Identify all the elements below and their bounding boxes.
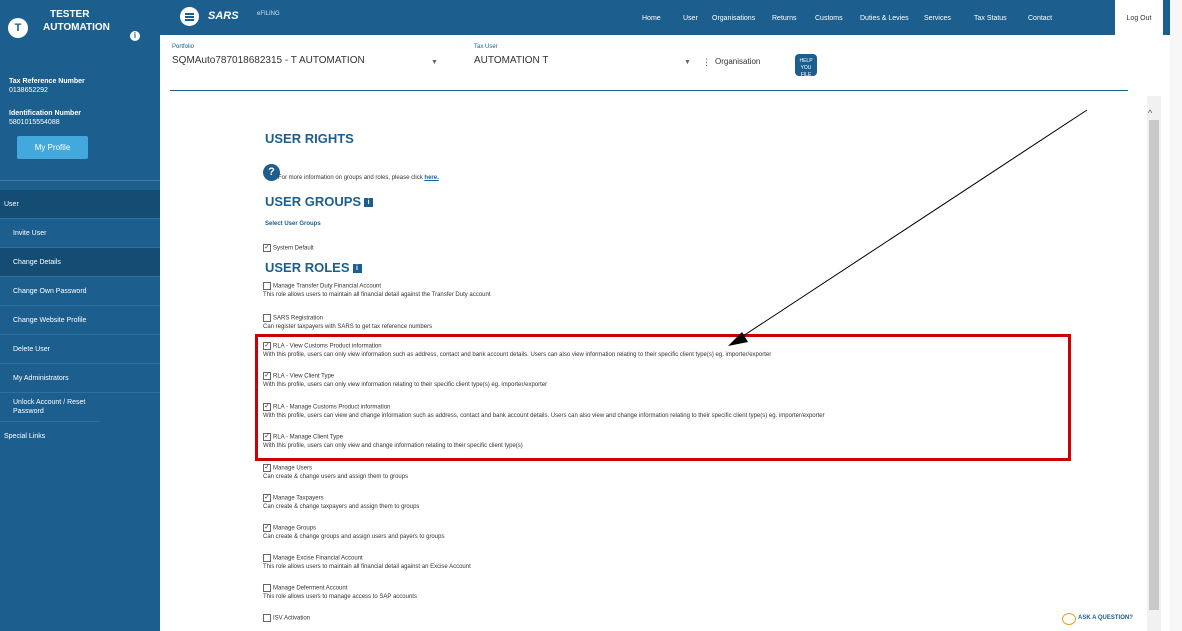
- topnav-returns[interactable]: Returns: [772, 15, 797, 22]
- sidebar-item-delete-user[interactable]: Delete User: [0, 335, 160, 364]
- role-description: Can create & change groups and assign users and payers to groups: [263, 533, 445, 540]
- topnav-organisations[interactable]: Organisations: [712, 15, 756, 22]
- role-checkbox[interactable]: ✓: [264, 494, 270, 501]
- sidebar-item-change-website-profile[interactable]: Change Website Profile: [0, 306, 160, 335]
- role-name: Manage Taxpayers: [273, 495, 324, 502]
- scrollbar-thumb[interactable]: [1149, 120, 1159, 610]
- role-description: With this profile, users can only view information such as address, contact and bank account details. Users can also view information relating to their specific client type(s) eg. importer/exporter: [263, 351, 772, 358]
- id-label: Identification Number: [9, 110, 81, 117]
- info-icon[interactable]: i: [353, 264, 362, 273]
- sidebar-item-invite-user[interactable]: Invite User: [0, 219, 160, 248]
- role-checkbox[interactable]: ✓: [264, 342, 270, 349]
- portfolio-label: Portfolio: [172, 44, 195, 50]
- sidebar-item-change-own-password[interactable]: Change Own Password: [0, 277, 160, 306]
- role-checkbox[interactable]: ✓: [264, 403, 270, 410]
- role-checkbox[interactable]: ✓: [264, 464, 270, 471]
- organisation-link[interactable]: Organisation: [715, 57, 761, 66]
- chat-icon[interactable]: [1062, 613, 1076, 625]
- sidebar-item-unlock-account[interactable]: Unlock Account / Reset Password: [0, 393, 100, 422]
- role-name: RLA - Manage Customs Product information: [273, 404, 391, 411]
- chevron-down-icon[interactable]: ▼: [431, 59, 438, 66]
- role-checkbox[interactable]: ✓: [264, 433, 270, 440]
- sars-logo: SARS: [208, 10, 239, 22]
- role-description: With this profile, users can only view and change information relating to their specific client type(s): [263, 442, 523, 449]
- role-name: RLA - View Client Type: [273, 373, 335, 380]
- role-name: SARS Registration: [273, 315, 324, 322]
- user-roles-title-text: USER ROLES: [265, 260, 350, 275]
- tax-ref-value: 0138652292: [9, 87, 48, 94]
- info-link[interactable]: here.: [424, 175, 439, 181]
- scroll-up-icon[interactable]: ^: [1148, 108, 1153, 118]
- role-name: RLA - View Customs Product information: [273, 343, 382, 350]
- portfolio-select[interactable]: SQMAuto787018682315 - T AUTOMATION: [172, 55, 365, 66]
- question-icon: ?: [263, 164, 280, 181]
- kebab-icon[interactable]: ⋮: [702, 57, 711, 67]
- role-name: Manage Groups: [273, 525, 317, 532]
- user-name-line2: AUTOMATION: [43, 22, 110, 33]
- id-value: 5801015554088: [9, 119, 60, 126]
- role-description: Can register taxpayers with SARS to get tax reference numbers: [263, 323, 433, 330]
- sidebar-item-user[interactable]: User: [0, 190, 160, 219]
- user-name-line1: TESTER: [50, 9, 90, 20]
- role-description: Can create & change users and assign them to groups: [263, 473, 409, 480]
- topnav-services[interactable]: Services: [924, 15, 951, 22]
- role-name: Manage Users: [273, 465, 313, 472]
- role-name: Manage Transfer Duty Financial Account: [273, 283, 382, 290]
- info-text: For more information on groups and roles, please click: [278, 175, 425, 181]
- sidebar-item-change-details[interactable]: Change Details: [0, 248, 160, 277]
- info-icon[interactable]: i: [364, 198, 373, 207]
- sidebar-item-my-administrators[interactable]: My Administrators: [0, 364, 160, 393]
- role-description: This role allows users to manage access to SAP accounts: [263, 593, 417, 600]
- system-default-label: System Default: [273, 245, 314, 252]
- role-name: Manage Deferment Account: [273, 585, 348, 592]
- topnav-home[interactable]: Home: [642, 15, 661, 22]
- topnav-user[interactable]: User: [683, 15, 698, 22]
- role-description: With this profile, users can only view information relating to their specific client type(s) eg. importer/exporter: [263, 381, 548, 388]
- role-description: This role allows users to maintain all financial detail against the Transfer Duty account: [263, 291, 491, 298]
- page-scrollbar[interactable]: [1170, 0, 1182, 631]
- my-profile-button[interactable]: My Profile: [17, 136, 88, 159]
- tax-user-select[interactable]: AUTOMATION T: [474, 55, 549, 66]
- help-you-file-icon[interactable]: HELP YOU FILE: [795, 54, 817, 76]
- ask-question-link[interactable]: ASK A QUESTION?: [1078, 615, 1133, 621]
- logout-button[interactable]: Log Out: [1115, 0, 1163, 35]
- topnav-customs[interactable]: Customs: [815, 15, 843, 22]
- role-name: Manage Excise Financial Account: [273, 555, 363, 562]
- role-checkbox[interactable]: ✓: [264, 372, 270, 379]
- sidebar-item-special-links[interactable]: Special Links: [4, 433, 46, 440]
- role-description: With this profile, users can view and change information such as address, contact and bank account details. Users can also view and change information relating to their specific client type(s) eg. importer/exporter: [263, 412, 825, 419]
- role-description: This role allows users to maintain all financial detail against an Excise Account: [263, 563, 471, 570]
- avatar[interactable]: T: [8, 18, 28, 38]
- page-title: USER RIGHTS: [265, 131, 354, 146]
- checkbox[interactable]: ✓: [264, 244, 270, 251]
- topnav-duties-levies[interactable]: Duties & Levies: [860, 15, 909, 22]
- user-groups-title-text: USER GROUPS: [265, 194, 362, 209]
- role-description: Can create & change taxpayers and assign them to groups: [263, 503, 420, 510]
- role-name: ISV Activation: [273, 615, 311, 622]
- info-icon[interactable]: i: [130, 31, 140, 41]
- chevron-down-icon[interactable]: ▼: [684, 59, 691, 66]
- tax-user-label: Tax User: [474, 44, 498, 50]
- topnav-contact[interactable]: Contact: [1028, 15, 1053, 22]
- efiling-logo: eFILING: [257, 11, 280, 17]
- role-checkbox[interactable]: ✓: [264, 524, 270, 531]
- select-user-groups: Select User Groups: [265, 221, 321, 227]
- role-name: RLA - Manage Client Type: [273, 434, 343, 441]
- tax-ref-label: Tax Reference Number: [9, 78, 85, 85]
- topnav-tax-status[interactable]: Tax Status: [974, 15, 1007, 22]
